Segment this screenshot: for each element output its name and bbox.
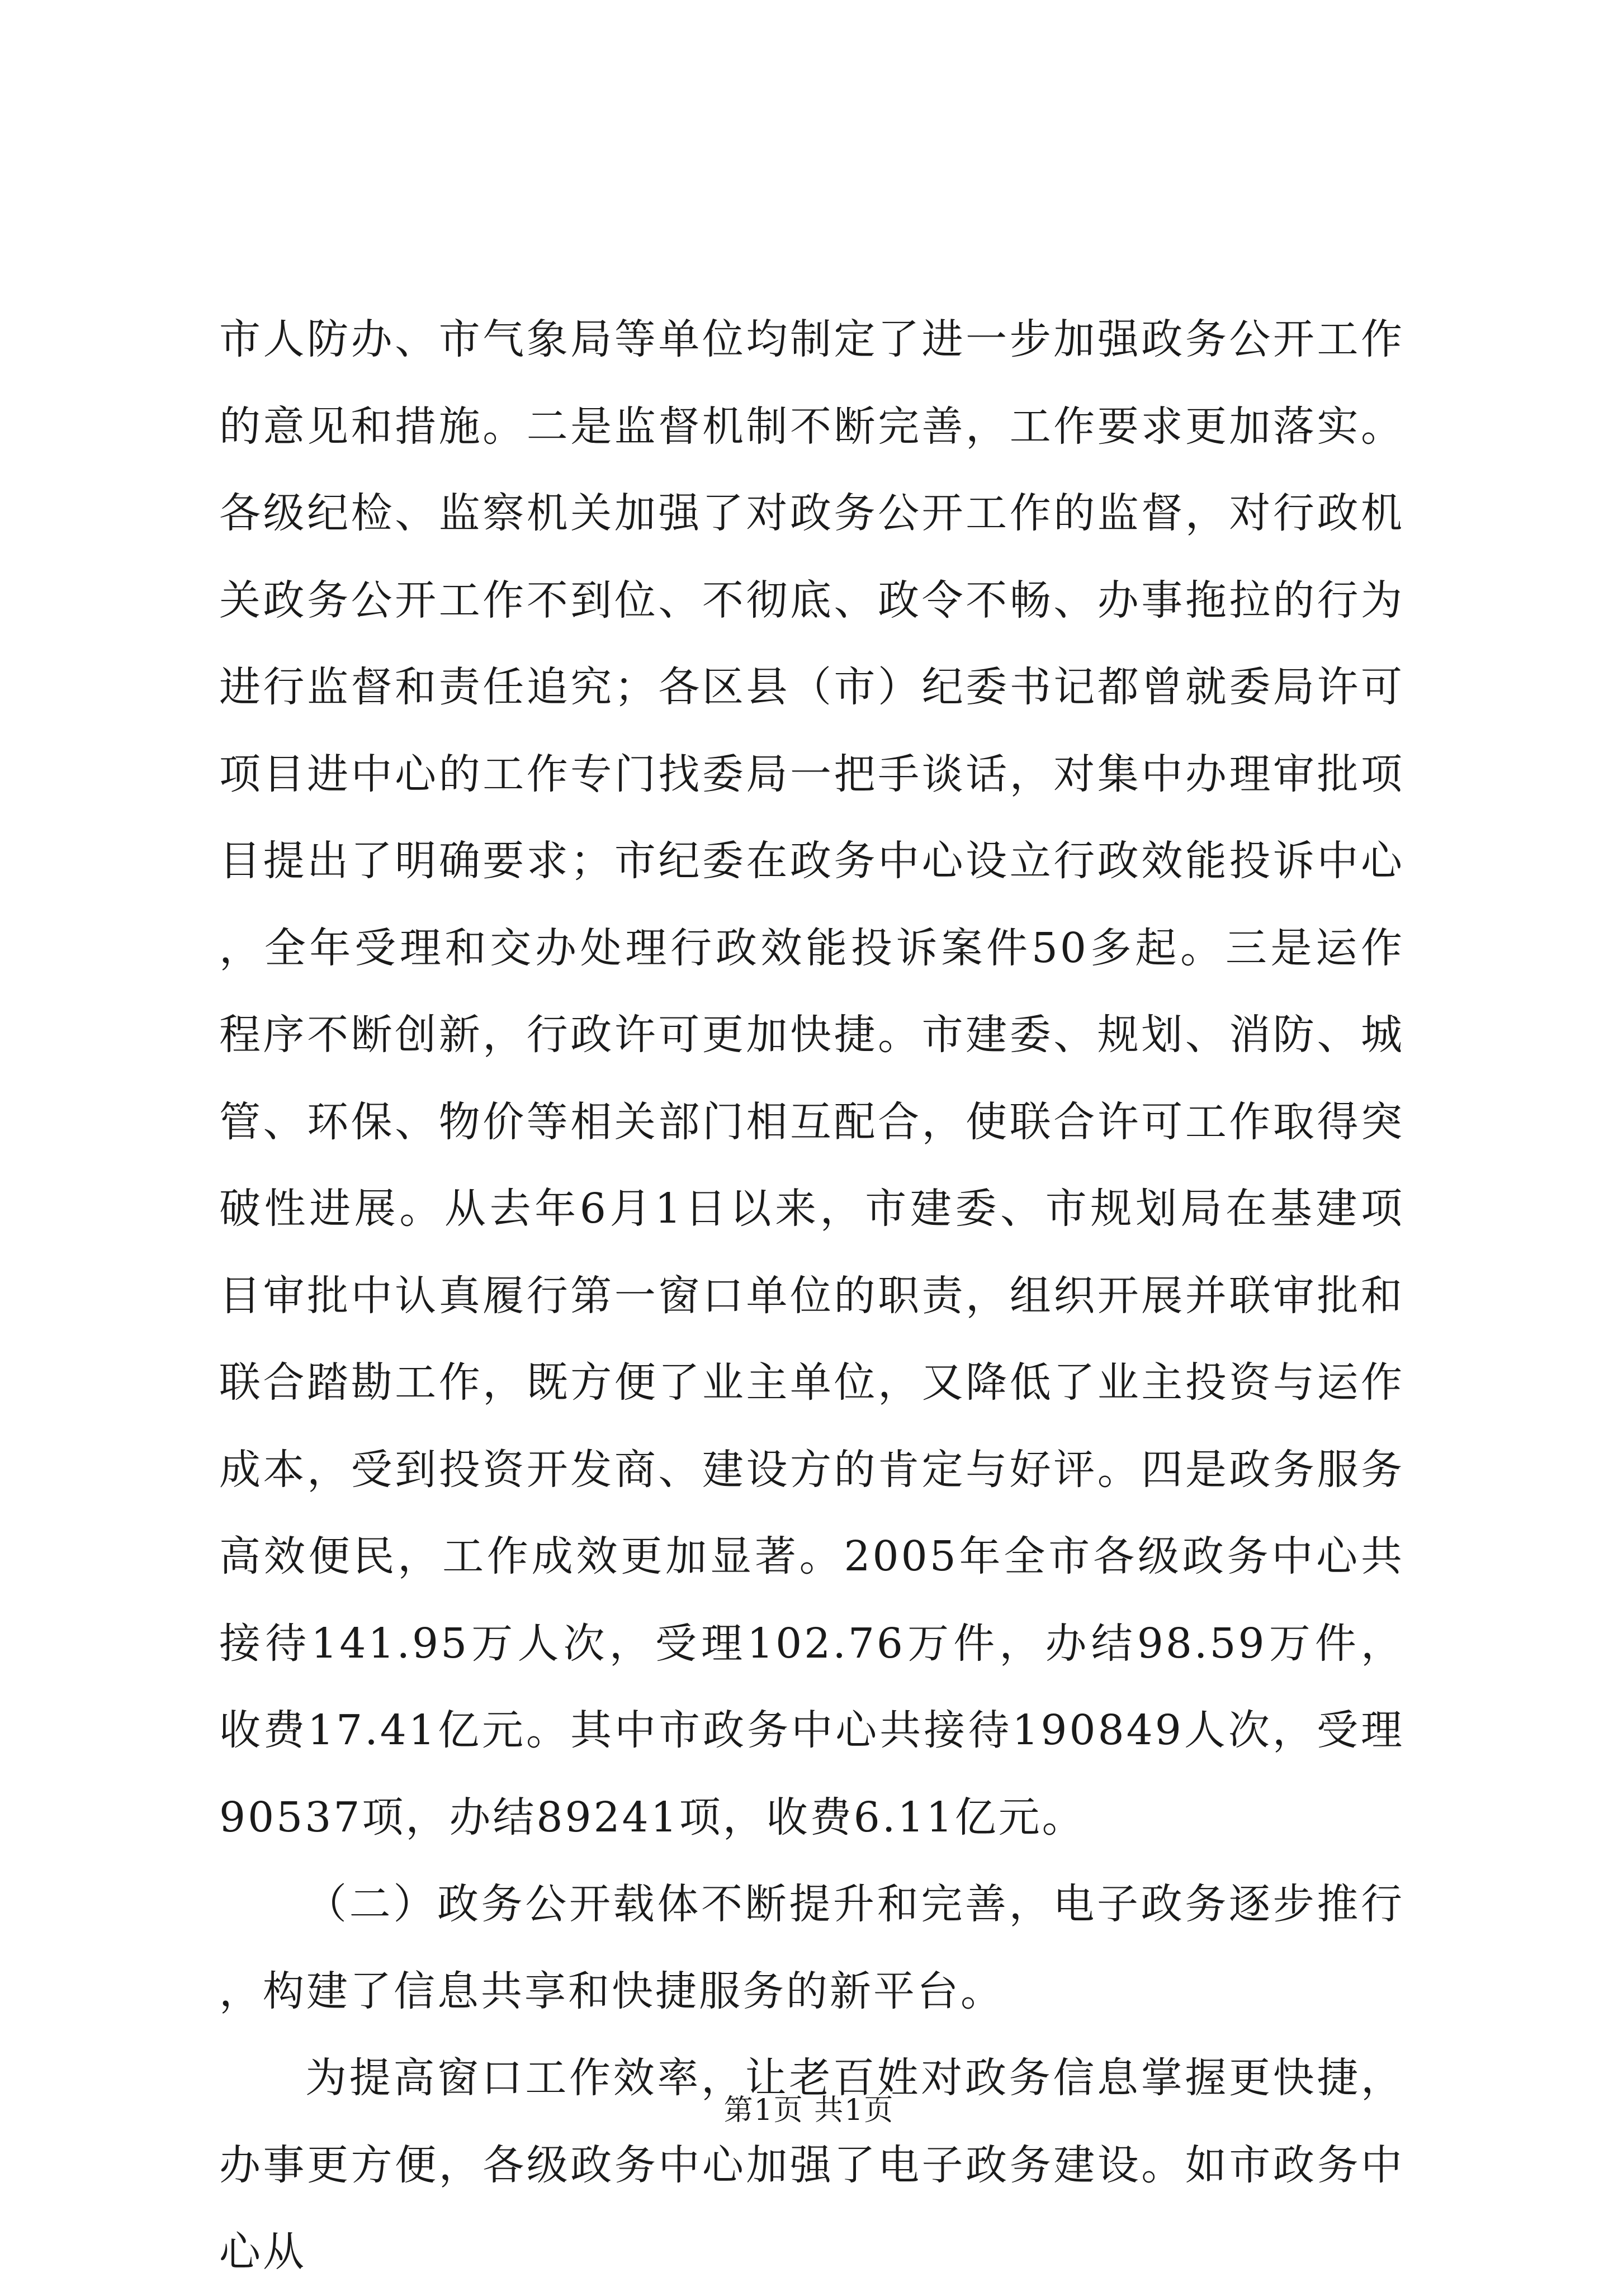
paragraph-1: 市人防办、市气象局等单位均制定了进一步加强政务公开工作的意见和措施。二是监督机制不断完善，工作要求更加落实。各级纪检、监察机关加强了对政务公开工作的监督，对行政机关政务公开工作不到位、不彻底、政令不畅、办事拖拉的行为进行监督和责任追究；各区县（市）纪委书记都曾就委局许可项目进中心的工作专门找委局一把手谈话，对集中办理审批项目提出了明确要求；市纪委在政务中心设立行政效能投诉中心，全年受理和交办处理行政效能投诉案件50多起。三是运作程序不断创新，行政许可更加快捷。市建委、规划、消防、城管、环保、物价等相关部门相互配合，使联合许可工作取得突破性进展。从去年6月1日以来，市建委、市规划局在基建项目审批中认真履行第一窗口单位的职责，组织开展并联审批和联合踏勘工作，既方便了业主单位，又降低了业主投资与运作成本，受到投资开发商、建设方的肯定与好评。四是政务服务高效便民，工作成效更加显著。2005年全市各级政务中心共接待141.95万人次，受理102.76万件，办结98.59万件，收费17.41亿元。其中市政务中心共接待190849人次，受理90537项，办结89241项，收费6.11亿元。 bbox=[219, 315, 1404, 1841]
paragraph-2-heading: （二）政务公开载体不断提升和完善，电子政务逐步推行，构建了信息共享和快捷服务的新平台。 bbox=[219, 1880, 1404, 2015]
page-footer: 第1页 共1页 bbox=[723, 2094, 895, 2127]
paragraph-3: 为提高窗口工作效率，让老百姓对政务信息掌握更快捷，办事更方便，各级政务中心加强了电子政务建设。如市政务中心从 bbox=[219, 2054, 1404, 2276]
document-body bbox=[219, 296, 1404, 2296]
